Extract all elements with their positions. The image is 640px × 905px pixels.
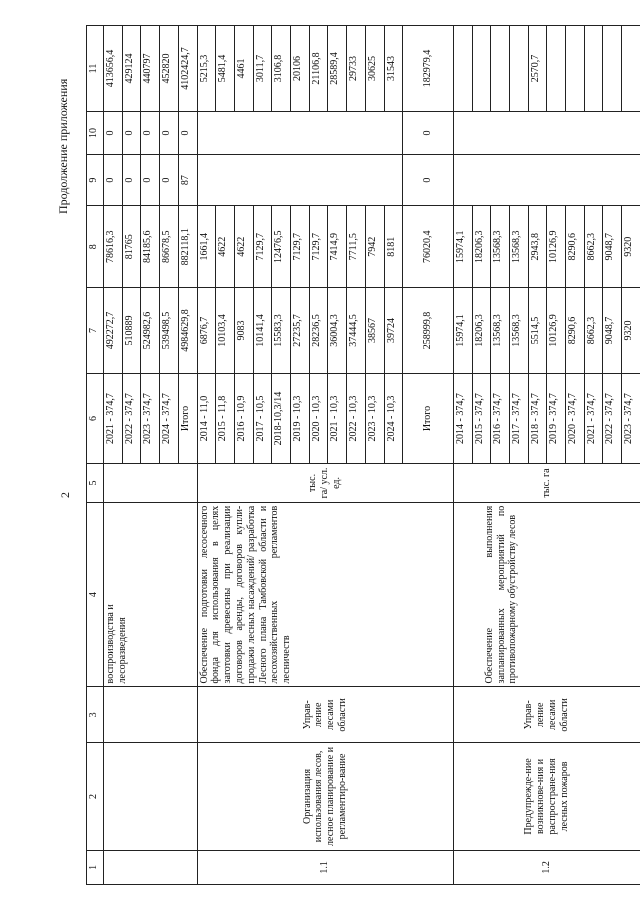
year-value: 2014 - 11,0 xyxy=(197,373,216,463)
federal-value: 429124 xyxy=(122,26,141,112)
total-value: 258999,8 xyxy=(403,288,454,374)
cell-blank xyxy=(509,26,528,112)
regional-value: 13568,3 xyxy=(509,206,528,288)
year-value: 2023 - 374,7 xyxy=(141,373,160,463)
regional-value: 7711,5 xyxy=(347,206,366,288)
regional-value: 86678,5 xyxy=(160,206,179,288)
col-header-6: 6 xyxy=(87,373,104,463)
federal-value: 3106,8 xyxy=(272,26,291,112)
cell-blank xyxy=(197,154,403,206)
page-number: 2 xyxy=(58,492,72,498)
year-value: 2016 - 10,9 xyxy=(234,373,253,463)
cell-blank xyxy=(104,464,198,503)
cell-blank xyxy=(104,743,198,850)
cell-blank xyxy=(472,26,491,112)
cell-blank xyxy=(197,111,403,154)
total-value: 27235,7 xyxy=(291,288,310,374)
year-value: 2020 - 10,3 xyxy=(309,373,328,463)
desc-line: воспроизводства и xyxy=(105,604,116,684)
total-value: 9048,7 xyxy=(603,288,622,374)
year-value: 2021 - 374,7 xyxy=(104,373,123,463)
federal-value: 3011,7 xyxy=(253,26,272,112)
c9-value: 0 xyxy=(122,154,141,206)
federal-value: 4102424,7 xyxy=(178,26,197,112)
col-header-3: 3 xyxy=(87,687,104,743)
desc-line: лесоразведения xyxy=(116,617,128,684)
total-value: 4984629,8 xyxy=(178,288,197,374)
col-header-9: 9 xyxy=(87,154,104,206)
year-value: 2017 - 10,5 xyxy=(253,373,272,463)
total-value: 524982,6 xyxy=(141,288,160,374)
total-value: 28236,5 xyxy=(309,288,328,374)
year-value: 2024 - 10,3 xyxy=(384,373,403,463)
col-header-1: 1 xyxy=(87,850,104,884)
c10-value: 0 xyxy=(122,111,141,154)
section-name: Организация использования лесов, лесное планирование и регламентиро-вание xyxy=(197,743,453,850)
measure-description: Обеспечение подготовки лесосечного фонда для использования в целях заготовки древесины при реализации договоров аренды, договоров купли-продажи лесных насаждений/ разработка Лесного плана Тамбовской области и лесохозяйственных регламентов лесничеств xyxy=(197,502,453,687)
regional-value: 4622 xyxy=(234,206,253,288)
total-value: 510889 xyxy=(122,288,141,374)
regional-value: 8290,6 xyxy=(566,206,585,288)
cell-blank xyxy=(603,26,622,112)
total-value: 13568,3 xyxy=(509,288,528,374)
section-number: 1.2 xyxy=(453,850,640,884)
header-row xyxy=(87,26,104,885)
year-value: 2024 - 374,7 xyxy=(160,373,179,463)
total-value: 8290,6 xyxy=(566,288,585,374)
regional-value: 7129,7 xyxy=(253,206,272,288)
total-value: 15583,3 xyxy=(272,288,291,374)
continuation-label: Продолжение приложения xyxy=(56,78,70,214)
program-table xyxy=(86,25,640,885)
year-value: 2018 - 374,7 xyxy=(528,373,547,463)
federal-value: 5481,4 xyxy=(216,26,235,112)
total-value: 492272,7 xyxy=(104,288,123,374)
year-value: 2015 - 11,8 xyxy=(216,373,235,463)
year-value: 2022 - 10,3 xyxy=(347,373,366,463)
year-value: 2017 - 374,7 xyxy=(509,373,528,463)
table-row xyxy=(104,26,123,885)
federal-value: 31543 xyxy=(384,26,403,112)
col-header-10: 10 xyxy=(87,111,104,154)
executor: Управ-ление лесами области xyxy=(197,687,453,743)
regional-value: 7942 xyxy=(365,206,384,288)
total-value: 10141,4 xyxy=(253,288,272,374)
section-name: Предупрежде-ние возникнове-ния и распростране-ния лесных пожаров xyxy=(453,743,640,850)
federal-value: 5215,3 xyxy=(197,26,216,112)
regional-value: 8181 xyxy=(384,206,403,288)
federal-value: 30625 xyxy=(365,26,384,112)
regional-value: 9048,7 xyxy=(603,206,622,288)
federal-value: 21106,8 xyxy=(309,26,328,112)
regional-value: 84185,6 xyxy=(141,206,160,288)
cell-blank xyxy=(547,26,566,112)
rotated-table-container xyxy=(86,25,640,885)
regional-value: 7129,7 xyxy=(309,206,328,288)
regional-value: 18206,3 xyxy=(472,206,491,288)
total-label: Итого xyxy=(178,373,197,463)
federal-value: 182979,4 xyxy=(403,26,454,112)
year-value: 2016 - 374,7 xyxy=(491,373,510,463)
cell-blank xyxy=(622,26,640,112)
unit: тыс. га/ усл. ед. xyxy=(197,464,453,503)
cell-blank xyxy=(491,26,510,112)
regional-value: 7414,9 xyxy=(328,206,347,288)
federal-value: 28589,4 xyxy=(328,26,347,112)
measure-description: Обеспечение выполнения запланированных мероприятий по противопожарному обустройству лесов xyxy=(453,502,640,687)
federal-value: 452820 xyxy=(160,26,179,112)
regional-value: 12476,5 xyxy=(272,206,291,288)
c10-value: 0 xyxy=(141,111,160,154)
prev-measure-text xyxy=(104,502,198,687)
federal-value: 20106 xyxy=(291,26,310,112)
year-value: 2019 - 10,3 xyxy=(291,373,310,463)
total-value: 37444,5 xyxy=(347,288,366,374)
c9-value: 0 xyxy=(141,154,160,206)
table-row xyxy=(453,26,472,885)
cell-blank xyxy=(104,850,198,884)
year-value: 2022 - 374,7 xyxy=(603,373,622,463)
unit: тыс. га xyxy=(453,464,640,503)
total-value: 9083 xyxy=(234,288,253,374)
regional-value: 882118,1 xyxy=(178,206,197,288)
executor: Управ-ление лесами области xyxy=(453,687,640,743)
federal-value: 4461 xyxy=(234,26,253,112)
regional-value: 4622 xyxy=(216,206,235,288)
federal-value: 413656,4 xyxy=(104,26,123,112)
c10-value: 0 xyxy=(104,111,123,154)
regional-value: 9320 xyxy=(622,206,640,288)
table-row xyxy=(197,26,216,885)
col-header-8: 8 xyxy=(87,206,104,288)
year-value: 2022 - 374,7 xyxy=(122,373,141,463)
total-value: 8662,3 xyxy=(584,288,603,374)
total-value: 5514,5 xyxy=(528,288,547,374)
federal-value: 2570,7 xyxy=(528,26,547,112)
c9-value: 87 xyxy=(178,154,197,206)
total-value: 36004,3 xyxy=(328,288,347,374)
regional-value: 78616,3 xyxy=(104,206,123,288)
total-value: 10103,4 xyxy=(216,288,235,374)
c9-value: 0 xyxy=(104,154,123,206)
col-header-4: 4 xyxy=(87,502,104,687)
regional-value: 8662,3 xyxy=(584,206,603,288)
c9-value: 0 xyxy=(160,154,179,206)
federal-value: 29733 xyxy=(347,26,366,112)
total-value: 15974,1 xyxy=(453,288,472,374)
regional-value: 7129,7 xyxy=(291,206,310,288)
col-header-7: 7 xyxy=(87,288,104,374)
col-header-11: 11 xyxy=(87,26,104,112)
year-value: 2021 - 374,7 xyxy=(584,373,603,463)
cell-blank xyxy=(453,111,640,154)
total-value: 539498,5 xyxy=(160,288,179,374)
total-value: 6876,7 xyxy=(197,288,216,374)
year-value: 2023 - 374,7 xyxy=(622,373,640,463)
total-label: Итого xyxy=(403,373,454,463)
total-value: 39724 xyxy=(384,288,403,374)
total-value: 38567 xyxy=(365,288,384,374)
regional-value: 76020,4 xyxy=(403,206,454,288)
total-value: 13568,3 xyxy=(491,288,510,374)
year-value: 2021 - 10,3 xyxy=(328,373,347,463)
year-value: 2020 - 374,7 xyxy=(566,373,585,463)
federal-value: 440797 xyxy=(141,26,160,112)
c10-value: 0 xyxy=(178,111,197,154)
col-header-5: 5 xyxy=(87,464,104,503)
regional-value: 81765 xyxy=(122,206,141,288)
total-value: 9320 xyxy=(622,288,640,374)
total-value: 10126,9 xyxy=(547,288,566,374)
regional-value: 1661,4 xyxy=(197,206,216,288)
cell-blank xyxy=(566,26,585,112)
year-value: 2019 - 374,7 xyxy=(547,373,566,463)
year-value: 2014 - 374,7 xyxy=(453,373,472,463)
regional-value: 10126,9 xyxy=(547,206,566,288)
regional-value: 2943,8 xyxy=(528,206,547,288)
regional-value: 13568,3 xyxy=(491,206,510,288)
regional-value: 15974,1 xyxy=(453,206,472,288)
cell-blank xyxy=(453,154,640,206)
section-number: 1.1 xyxy=(197,850,453,884)
year-value: 2023 - 10,3 xyxy=(365,373,384,463)
total-value: 18206,3 xyxy=(472,288,491,374)
c10-value: 0 xyxy=(403,111,454,154)
col-header-2: 2 xyxy=(87,743,104,850)
c9-value: 0 xyxy=(403,154,454,206)
cell-blank xyxy=(104,687,198,743)
cell-blank xyxy=(584,26,603,112)
c10-value: 0 xyxy=(160,111,179,154)
cell-blank xyxy=(453,26,472,112)
year-value: 2018-10,3/14 xyxy=(272,373,291,463)
year-value: 2015 - 374,7 xyxy=(472,373,491,463)
